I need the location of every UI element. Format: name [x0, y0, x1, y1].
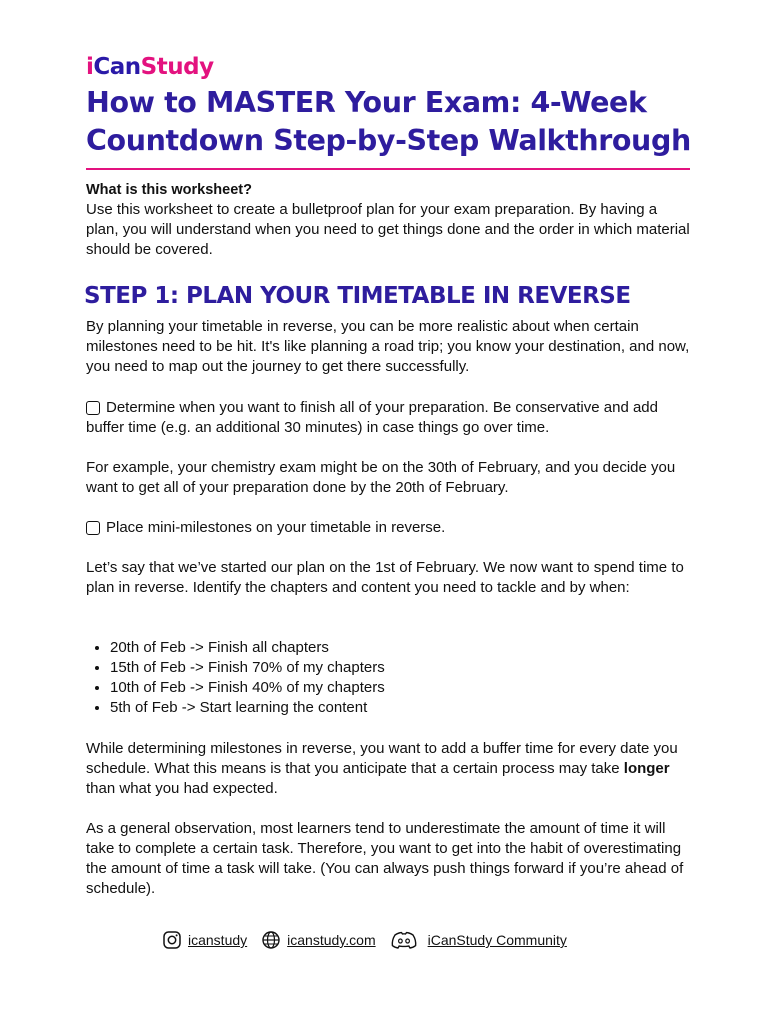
milestone-list — [86, 638, 690, 718]
checkbox-2[interactable] — [86, 521, 100, 535]
p3-text-after: than what you had expected. — [86, 780, 278, 797]
milestone-item: • 5th of Feb -> Start learning the content — [110, 698, 690, 718]
p3-text-before: While determining milestones in reverse, you want to add a buffer time for every date you schedule. What this means is that you anticipate that a certain process may take — [86, 740, 678, 777]
step1-paragraph-3 — [86, 739, 690, 799]
milestone-item: • 10th of Feb -> Finish 40% of my chapters — [110, 678, 690, 698]
example-paragraph: For example, your chemistry exam might be on the 30th of February, and you decide you want to get all of your preparation done by the 20th of February. — [86, 459, 676, 496]
checklist-item-1 — [86, 398, 690, 438]
milestone-item: • 20th of Feb -> Finish all chapters — [110, 638, 690, 658]
logo-study: Study — [140, 54, 214, 80]
intro-question: What is this worksheet? — [86, 182, 252, 198]
milestone-item: • 15th of Feb -> Finish 70% of my chapters — [110, 658, 690, 678]
footer-community[interactable] — [390, 930, 567, 950]
page-title: How to MASTER Your Exam: 4-Week Countdown Step-by-Step Walkthrough — [86, 86, 691, 157]
footer — [162, 930, 581, 950]
globe-icon — [261, 930, 281, 950]
title-divider — [86, 168, 690, 170]
step1-paragraph-2: Let’s say that we’ve started our plan on the 1st of February. We now want to spend time to plan in reverse. Identify the chapters and content you need to tackle and by when: — [86, 559, 684, 596]
step1-paragraph-4: As a general observation, most learners tend to underestimate the amount of time it will take to complete a certain task. Therefore, you want to get into the habit of overestimating the amount of time a task will take. (You can always push things forward if you’re ahead of schedule). — [86, 820, 684, 897]
logo-can: Can — [93, 54, 141, 80]
instagram-icon — [162, 930, 182, 950]
footer-instagram[interactable] — [162, 930, 247, 950]
footer-website[interactable] — [261, 930, 375, 950]
checklist-item-2 — [86, 518, 690, 538]
discord-icon — [390, 930, 418, 950]
instagram-link[interactable]: icanstudy — [188, 932, 248, 948]
checklist-item-2-text: Place mini-milestones on your timetable in reverse. — [106, 519, 446, 536]
logo — [86, 47, 214, 79]
checklist-item-1-text: Determine when you want to finish all of your preparation. Be conservative and add buffer time (e.g. an additional 30 minutes) in case things go over time. — [86, 399, 658, 436]
intro-text: Use this worksheet to create a bulletproof plan for your exam preparation. By having a plan, you will understand when you need to get things done and the order in which material should be covered. — [86, 201, 690, 258]
p3-bold-word: longer — [623, 760, 670, 777]
community-link[interactable]: iCanStudy Community — [427, 932, 567, 948]
logo-i: i — [86, 54, 94, 80]
step1-heading: STEP 1: PLAN YOUR TIMETABLE IN REVERSE — [84, 283, 631, 309]
checkbox-1[interactable] — [86, 401, 100, 415]
step1-paragraph-1: By planning your timetable in reverse, you can be more realistic about when certain milestones need to be hit. It's like planning a road trip; you know your destination, and now, you need to map out the journey to get there successfully. — [86, 318, 690, 375]
website-link[interactable]: icanstudy.com — [287, 932, 376, 948]
